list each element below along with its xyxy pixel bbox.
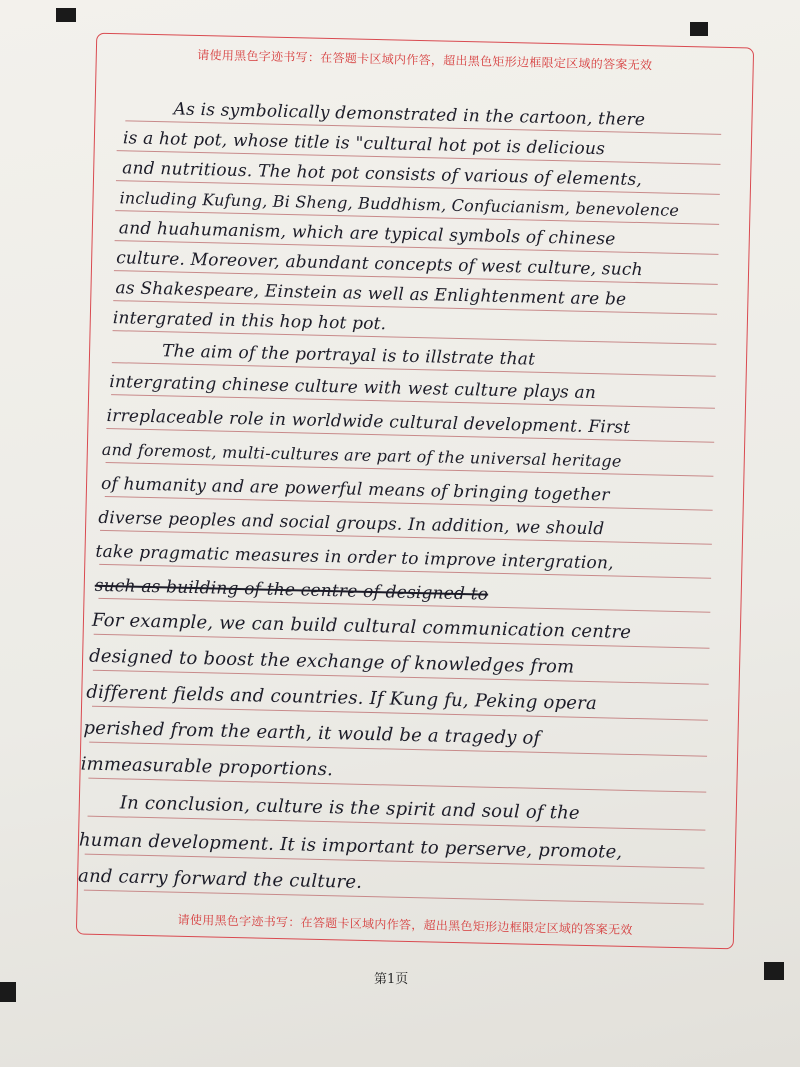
essay-line: immeasurable proportions. [80, 753, 334, 781]
essay-line: and carry forward the culture. [77, 865, 363, 893]
instruction-notice-top: 请使用黑色字迹书写：在答题卡区域内作答，超出黑色矩形边框限定区域的答案无效 [197, 47, 653, 73]
essay-line: For example, we can build cultural communication centre [91, 609, 632, 643]
essay-line: including Kufung, Bi Sheng, Buddhism, Confucianism, benevolence [119, 188, 680, 220]
essay-line: perished from the earth, it would be a tragedy of [83, 717, 541, 749]
essay-line: intergrating chinese culture with west culture plays an [109, 372, 597, 404]
essay-line: The aim of the portrayal is to illstrate that [161, 341, 536, 370]
essay-line: different fields and countries. If Kung fu, Peking opera [86, 681, 598, 715]
essay-line: is a hot pot, whose title is "cultural hot pot is delicious [122, 128, 606, 160]
answer-frame [76, 33, 754, 950]
essay-line: and huahumanism, which are typical symbols of chinese [118, 218, 616, 250]
ruled-line [84, 890, 704, 905]
registration-mark-top-right [690, 22, 708, 36]
essay-line: human development. It is important to perserve, promote, [78, 829, 623, 863]
essay-line: As is symbolically demonstrated in the cartoon, there [173, 99, 646, 131]
essay-line: culture. Moreover, abundant concepts of west culture, such [115, 248, 643, 281]
essay-line: of humanity and are powerful means of bringing together [100, 473, 610, 506]
ruled-line [88, 778, 706, 793]
registration-mark-top-left [56, 8, 76, 22]
essay-line: intergrated in this hop hot pot. [112, 308, 387, 335]
essay-line: as Shakespeare, Einstein as well as Enlightenment are be [115, 278, 627, 310]
instruction-notice-bottom: 请使用黑色字迹书写：在答题卡区域内作答，超出黑色矩形边框限定区域的答案无效 [177, 912, 633, 938]
essay-line: and nutritious. The hot pot consists of various of elements, [122, 158, 643, 191]
registration-mark-bottom-left [0, 982, 16, 1002]
essay-line: and foremost, multi-cultures are part of the universal heritage [101, 439, 622, 471]
crossed-out-text: such as building of the centre of designed to [94, 575, 489, 605]
essay-line: take pragmatic measures in order to improve intergration, [95, 541, 614, 574]
essay-line: irreplaceable role in worldwide cultural development. First [106, 405, 631, 438]
essay-line: diverse peoples and social groups. In addition, we should [98, 507, 605, 540]
essay-line: designed to boost the exchange of knowledges from [88, 645, 575, 678]
registration-mark-bottom-right [764, 962, 784, 980]
essay-line: In conclusion, culture is the spirit and soul of the [119, 792, 580, 824]
essay-line-crossed-out [95, 576, 489, 605]
page-number: 第1页 [374, 972, 409, 987]
